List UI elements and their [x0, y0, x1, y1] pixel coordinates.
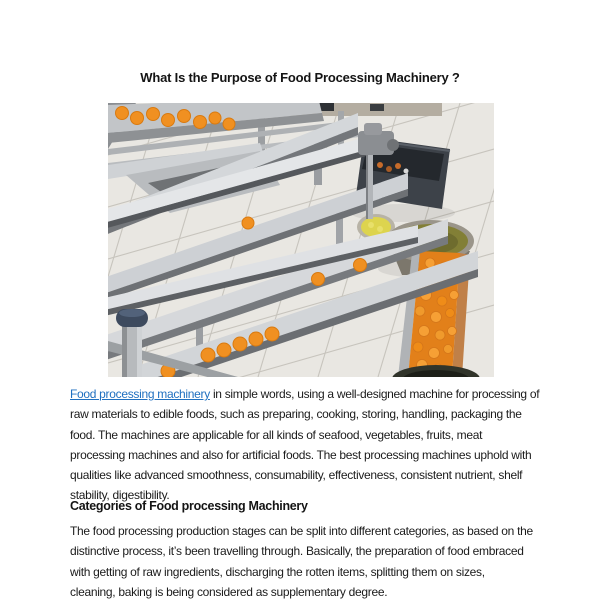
text-run: in simple words, using a well-designed machine for processing of [209, 387, 540, 401]
categories-paragraph [70, 521, 540, 602]
text-line: raw materials to edible foods, such as preparing, cooking, storing, handling, packaging the [70, 407, 522, 422]
text-line: food. The machines are applicable for all kinds of seafood, vegetables, fruits, meat [70, 427, 483, 442]
text-line: with getting of raw ingredients, discharging the rotten items, splitting them on sizes, [70, 564, 485, 579]
text-line: cleaning, baking is being considered as supplementary degree. [70, 584, 388, 599]
intro-paragraph [70, 384, 540, 506]
text-line: The food processing production stages can be split into different categories, as based on the [70, 524, 533, 538]
text-line: processing machines and also for artificial foods. The best processing machines uphold with [70, 447, 532, 462]
text-line: qualities like advanced smoothness, consumability, effectiveness, consistent nutrient, shelf [70, 468, 523, 483]
text-line: stability, digestibility. [70, 488, 170, 503]
text-line: distinctive process, it’s been travelling through. Basically, the preparation of food embraced [70, 544, 524, 559]
section-heading: Categories of Food processing Machinery [70, 499, 308, 513]
food-processing-machinery-link[interactable]: Food processing machinery [70, 387, 210, 401]
text-line [70, 384, 540, 404]
page-title: What Is the Purpose of Food Processing Machinery ? [140, 70, 460, 85]
machinery-photo [108, 103, 494, 377]
